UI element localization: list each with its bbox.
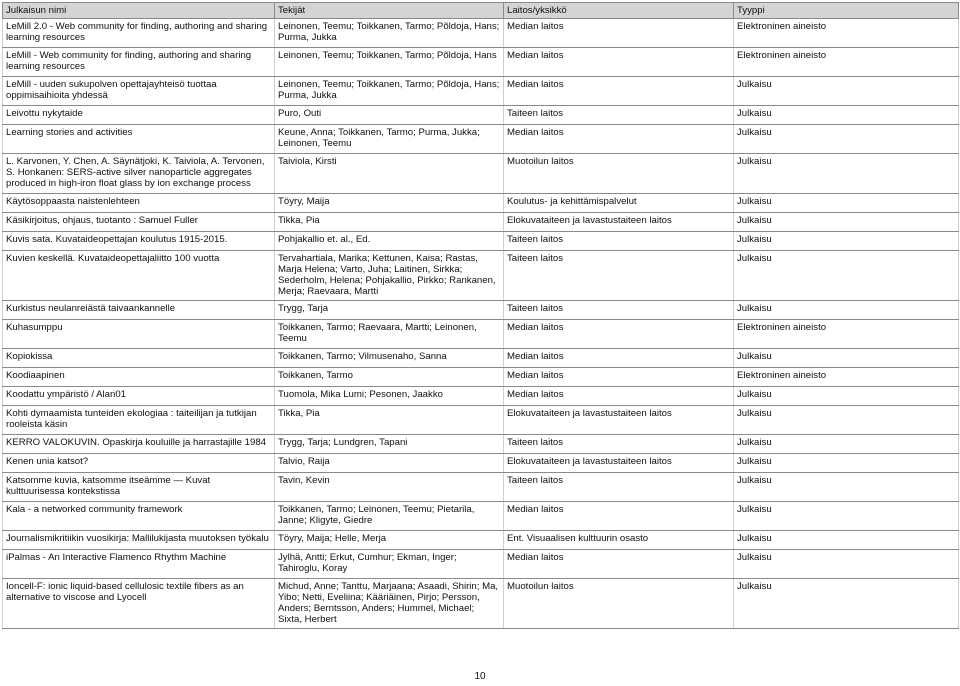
cell-name: Journalismikritiikin vuosikirja: Mallilukijasta muutoksen työkalu — [3, 531, 275, 550]
cell-name: Kurkistus neulanreiästä taivaankannelle — [3, 301, 275, 320]
cell-authors: Trygg, Tarja; Lundgren, Tapani — [275, 435, 504, 454]
table-row — [3, 473, 959, 502]
cell-authors: Puro, Outi — [275, 106, 504, 125]
cell-authors: Toikkanen, Tarmo; Vilmusenaho, Sanna — [275, 349, 504, 368]
cell-name: Learning stories and activities — [3, 125, 275, 154]
cell-department: Muotoilun laitos — [504, 154, 734, 194]
cell-type: Julkaisu — [734, 550, 959, 579]
cell-department: Median laitos — [504, 125, 734, 154]
cell-type: Elektroninen aineisto — [734, 368, 959, 387]
cell-department: Taiteen laitos — [504, 473, 734, 502]
table-row — [3, 349, 959, 368]
cell-type: Julkaisu — [734, 251, 959, 301]
cell-name: Leivottu nykytaide — [3, 106, 275, 125]
cell-name: Ioncell-F: ionic liquid-based cellulosic textile fibers as an alternative to viscose and Lyocell — [3, 579, 275, 629]
cell-type: Julkaisu — [734, 125, 959, 154]
cell-department: Median laitos — [504, 320, 734, 349]
cell-type: Elektroninen aineisto — [734, 48, 959, 77]
cell-type: Julkaisu — [734, 473, 959, 502]
cell-name: Kenen unia katsot? — [3, 454, 275, 473]
cell-authors: Toikkanen, Tarmo; Leinonen, Teemu; Pietarila, Janne; Kligyte, Giedre — [275, 502, 504, 531]
cell-authors: Leinonen, Teemu; Toikkanen, Tarmo; Põldoja, Hans; Purma, Jukka — [275, 77, 504, 106]
table-row — [3, 320, 959, 349]
cell-authors: Keune, Anna; Toikkanen, Tarmo; Purma, Jukka; Leinonen, Teemu — [275, 125, 504, 154]
cell-department: Median laitos — [504, 19, 734, 48]
page-number: 10 — [474, 671, 486, 682]
table-row — [3, 251, 959, 301]
cell-authors: Tuomola, Mika Lumi; Pesonen, Jaakko — [275, 387, 504, 406]
header-name: Julkaisun nimi — [3, 3, 275, 19]
cell-name: Kala - a networked community framework — [3, 502, 275, 531]
cell-type: Elektroninen aineisto — [734, 320, 959, 349]
cell-type: Julkaisu — [734, 194, 959, 213]
cell-department: Median laitos — [504, 48, 734, 77]
cell-authors: Toikkanen, Tarmo; Raevaara, Martti; Leinonen, Teemu — [275, 320, 504, 349]
publications-table — [2, 2, 959, 629]
table-row — [3, 232, 959, 251]
table-row — [3, 301, 959, 320]
header-type: Tyyppi — [734, 3, 959, 19]
cell-name: Kuvien keskellä. Kuvataideopettajaliitto 100 vuotta — [3, 251, 275, 301]
cell-department: Muotoilun laitos — [504, 579, 734, 629]
table-row — [3, 454, 959, 473]
cell-authors: Talvio, Raija — [275, 454, 504, 473]
table-row — [3, 194, 959, 213]
cell-department: Taiteen laitos — [504, 301, 734, 320]
cell-department: Elokuvataiteen ja lavastustaiteen laitos — [504, 213, 734, 232]
cell-type: Julkaisu — [734, 579, 959, 629]
cell-department: Taiteen laitos — [504, 435, 734, 454]
cell-type: Julkaisu — [734, 232, 959, 251]
cell-type: Julkaisu — [734, 77, 959, 106]
cell-name: Koodiaapinen — [3, 368, 275, 387]
cell-type: Julkaisu — [734, 154, 959, 194]
cell-department: Taiteen laitos — [504, 232, 734, 251]
table-row — [3, 48, 959, 77]
cell-type: Julkaisu — [734, 531, 959, 550]
cell-authors: Töyry, Maija — [275, 194, 504, 213]
table-row — [3, 125, 959, 154]
cell-authors: Tavin, Kevin — [275, 473, 504, 502]
cell-name: LeMill - uuden sukupolven opettajayhteisö tuottaa oppimisaihioita yhdessä — [3, 77, 275, 106]
cell-authors: Michud, Anne; Tanttu, Marjaana; Asaadi, Shirin; Ma, Yibo; Netti, Eveliina; Kääriäinen, Pirjo; Persson, Anders; Berntsson, Anders; Hummel, Michael; Sixta, Herbert — [275, 579, 504, 629]
cell-authors: Trygg, Tarja — [275, 301, 504, 320]
table-row — [3, 77, 959, 106]
table-row — [3, 531, 959, 550]
cell-authors: Pohjakallio et. al., Ed. — [275, 232, 504, 251]
cell-name: iPalmas - An Interactive Flamenco Rhythm Machine — [3, 550, 275, 579]
cell-type: Elektroninen aineisto — [734, 19, 959, 48]
cell-authors: Tervahartiala, Marika; Kettunen, Kaisa; Rastas, Marja Helena; Varto, Juha; Laitinen, Sirkka; Sederholm, Helena; Pohjakallio, Pirkko; Rankanen, Merja; Raevaara, Martti — [275, 251, 504, 301]
table-row — [3, 213, 959, 232]
cell-authors: Leinonen, Teemu; Toikkanen, Tarmo; Põldoja, Hans — [275, 48, 504, 77]
cell-authors: Töyry, Maija; Helle, Merja — [275, 531, 504, 550]
cell-department: Median laitos — [504, 387, 734, 406]
cell-department: Ent. Visuaalisen kulttuurin osasto — [504, 531, 734, 550]
cell-authors: Taiviola, Kirsti — [275, 154, 504, 194]
cell-type: Julkaisu — [734, 454, 959, 473]
cell-type: Julkaisu — [734, 406, 959, 435]
cell-type: Julkaisu — [734, 301, 959, 320]
table-row — [3, 502, 959, 531]
cell-type: Julkaisu — [734, 106, 959, 125]
cell-department: Median laitos — [504, 77, 734, 106]
header-row — [3, 3, 959, 19]
cell-name: KERRO VALOKUVIN. Opaskirja kouluille ja harrastajille 1984 — [3, 435, 275, 454]
cell-name: Kopiokissa — [3, 349, 275, 368]
cell-name: LeMill - Web community for finding, authoring and sharing learning resources — [3, 48, 275, 77]
table-row — [3, 435, 959, 454]
header-authors: Tekijät — [275, 3, 504, 19]
table-row — [3, 550, 959, 579]
cell-type: Julkaisu — [734, 387, 959, 406]
cell-authors: Jylhä, Antti; Erkut, Cumhur; Ekman, Inger; Tahiroglu, Koray — [275, 550, 504, 579]
cell-department: Elokuvataiteen ja lavastustaiteen laitos — [504, 454, 734, 473]
cell-department: Taiteen laitos — [504, 251, 734, 301]
cell-name: LeMill 2.0 - Web community for finding, authoring and sharing learning resources — [3, 19, 275, 48]
cell-type: Julkaisu — [734, 213, 959, 232]
cell-authors: Leinonen, Teemu; Toikkanen, Tarmo; Põldoja, Hans; Purma, Jukka — [275, 19, 504, 48]
cell-department: Median laitos — [504, 368, 734, 387]
cell-name: Katsomme kuvia, katsomme itseämme — Kuvat kulttuurisessa kontekstissa — [3, 473, 275, 502]
table-row — [3, 406, 959, 435]
cell-name: L. Karvonen, Y. Chen, A. Säynätjoki, K. Taiviola, A. Tervonen, S. Honkanen: SERS-active silver nanoparticle aggregates produced in high-iron float glass by ion exchange process — [3, 154, 275, 194]
cell-name: Käytösoppaasta naistenlehteen — [3, 194, 275, 213]
table-row — [3, 106, 959, 125]
cell-name: Kohti dymaamista tunteiden ekologiaa : taiteilijan ja tutkijan rooleista käsin — [3, 406, 275, 435]
cell-department: Elokuvataiteen ja lavastustaiteen laitos — [504, 406, 734, 435]
table-row — [3, 154, 959, 194]
table-row — [3, 387, 959, 406]
cell-name: Kuvis sata. Kuvataideopettajan koulutus 1915-2015. — [3, 232, 275, 251]
cell-type: Julkaisu — [734, 349, 959, 368]
cell-department: Taiteen laitos — [504, 106, 734, 125]
cell-department: Median laitos — [504, 502, 734, 531]
cell-authors: Tikka, Pia — [275, 406, 504, 435]
table-row — [3, 368, 959, 387]
cell-name: Kuhasumppu — [3, 320, 275, 349]
cell-name: Koodattu ympäristö / Alan01 — [3, 387, 275, 406]
cell-authors: Tikka, Pia — [275, 213, 504, 232]
cell-type: Julkaisu — [734, 502, 959, 531]
table-row — [3, 19, 959, 48]
header-department: Laitos/yksikkö — [504, 3, 734, 19]
cell-name: Käsikirjoitus, ohjaus, tuotanto : Samuel Fuller — [3, 213, 275, 232]
cell-department: Median laitos — [504, 550, 734, 579]
table-row — [3, 579, 959, 629]
cell-department: Koulutus- ja kehittämispalvelut — [504, 194, 734, 213]
cell-type: Julkaisu — [734, 435, 959, 454]
cell-department: Median laitos — [504, 349, 734, 368]
cell-authors: Toikkanen, Tarmo — [275, 368, 504, 387]
